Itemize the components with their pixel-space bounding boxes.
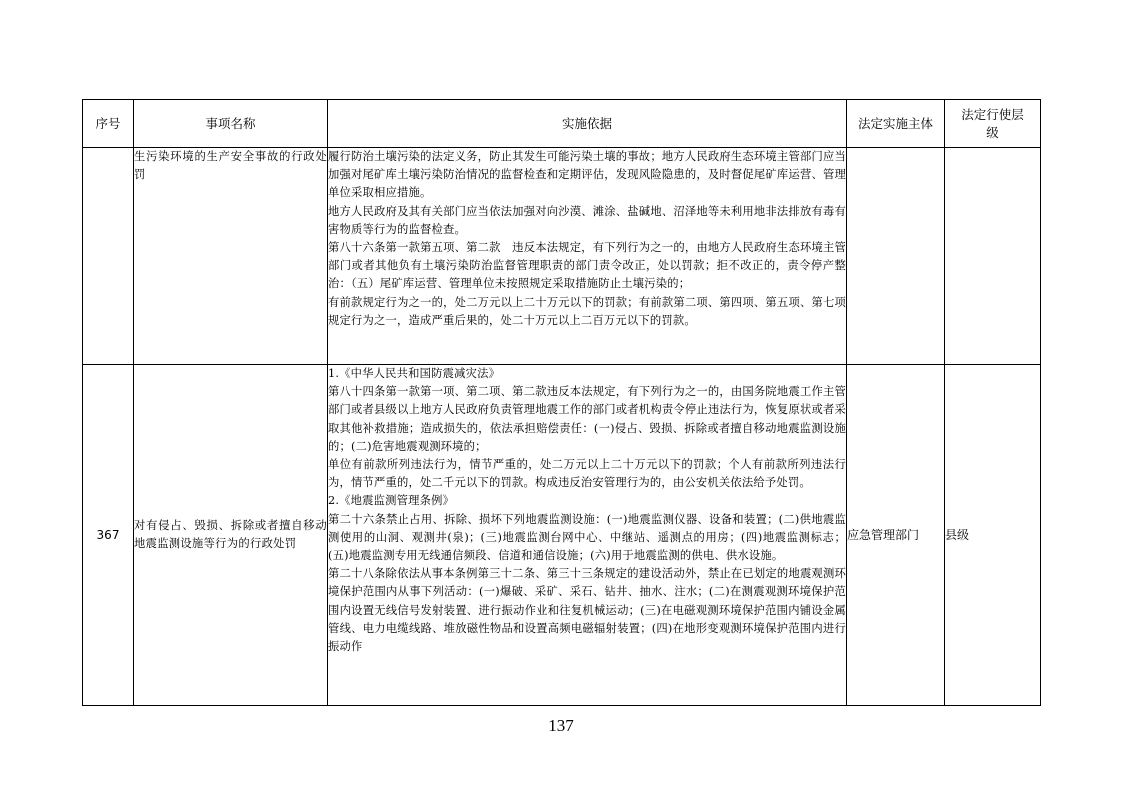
row-number bbox=[83, 148, 134, 365]
header-name: 事项名称 bbox=[134, 100, 328, 148]
table-row bbox=[83, 365, 1041, 706]
row-number: 367 bbox=[83, 365, 134, 706]
basis-paragraph: 1.《中华人民共和国防震减灾法》 bbox=[328, 367, 501, 380]
implementation-basis bbox=[328, 148, 847, 365]
basis-paragraph: 第二十六条禁止占用、拆除、损坏下列地震监测设施：(一)地震监测仪器、设备和装置；(二)供地震监测使用的山洞、观测井(泉)；(三)地震监测台网中心、中继站、遥测点的用房；(四)地震监测标志；(五)地震监测专用无线通信频段、信道和通信设施；(六)用于地震监测的供电、供水设施。 bbox=[328, 512, 846, 563]
basis-paragraph: 履行防治土壤污染的法定义务，防止其发生可能污染土壤的事故；地方人民政府生态环境主管部门应当加强对尾矿库土壤污染防治情况的监督检查和定期评估，发现风险隐患的，及时督促尾矿库运营、管理单位采取相应措施。 bbox=[328, 150, 846, 200]
table-header-row bbox=[83, 100, 1041, 148]
basis-paragraph: 有前款规定行为之一的，处二万元以上二十万元以下的罚款；有前款第二项、第四项、第五项、第七项规定行为之一，造成严重后果的，处二十万元以上二百万元以下的罚款。 bbox=[328, 295, 846, 327]
basis-paragraph: 第二十八条除依法从事本条例第三十二条、第三十三条规定的建设活动外，禁止在已划定的地震观测环境保护范围内从事下列活动：(一)爆破、采矿、采石、钻井、抽水、注水；(二)在测震观测环境保护范围内设置无线信号发射装置、进行振动作业和往复机械运动；(三)在电磁观测环境保护范围内铺设金属管线、电力电缆线路、堆放磁性物品和设置高频电磁辐射装置；(四)在地形变观测环境保护范围内进行振动作 bbox=[328, 567, 846, 654]
item-name: 对有侵占、毁损、拆除或者擅自移动地震监测设施等行为的行政处罚 bbox=[134, 365, 328, 706]
basis-paragraph: 第八十四条第一款第一项、第二项、第二款违反本法规定，有下列行为之一的，由国务院地震工作主管部门或者县级以上地方人民政府负责管理地震工作的部门或者机构责令停止违法行为，恢复原状或者采取其他补救措施；造成损失的，依法承担赔偿责任：(一)侵占、毁损、拆除或者擅自移动地震监测设施的；(二)危害地震观测环境的； bbox=[328, 385, 846, 453]
basis-paragraph: 地方人民政府及其有关部门应当依法加强对向沙漠、滩涂、盐碱地、沼泽地等未利用地非法排放有毒有害物质等行为的监督检查。 bbox=[328, 204, 846, 236]
header-subject: 法定实施主体 bbox=[847, 100, 945, 148]
basis-paragraph: 2.《地震监测管理条例》 bbox=[328, 494, 455, 508]
header-no: 序号 bbox=[83, 100, 134, 148]
table-row bbox=[83, 148, 1041, 365]
document-table bbox=[82, 99, 1041, 706]
header-level: 法定行使层级 bbox=[945, 100, 1041, 148]
implementing-subject bbox=[847, 148, 945, 365]
header-basis: 实施依据 bbox=[328, 100, 847, 148]
basis-paragraph: 第八十六条第一款第五项、第二款 违反本法规定，有下列行为之一的，由地方人民政府生态环境主管部门或者其他负有土壤污染防治监督管理职责的部门责令改正，处以罚款；拒不改正的，责令停产整治：（五）尾矿库运营、管理单位未按照规定采取措施防止土壤污染的； bbox=[328, 241, 846, 291]
basis-paragraph: 单位有前款所列违法行为，情节严重的，处二万元以上二十万元以下的罚款；个人有前款所列违法行为，情节严重的，处二千元以下的罚款。构成违反治安管理行为的，由公安机关依法给予处罚。 bbox=[328, 458, 846, 490]
implementation-basis bbox=[328, 365, 847, 706]
implementing-subject: 应急管理部门 bbox=[847, 365, 945, 706]
exercise-level: 县级 bbox=[945, 365, 1041, 706]
item-name: 生污染环境的生产安全事故的行政处罚 bbox=[134, 148, 328, 365]
page-number: 137 bbox=[548, 716, 574, 735]
exercise-level bbox=[945, 148, 1041, 365]
